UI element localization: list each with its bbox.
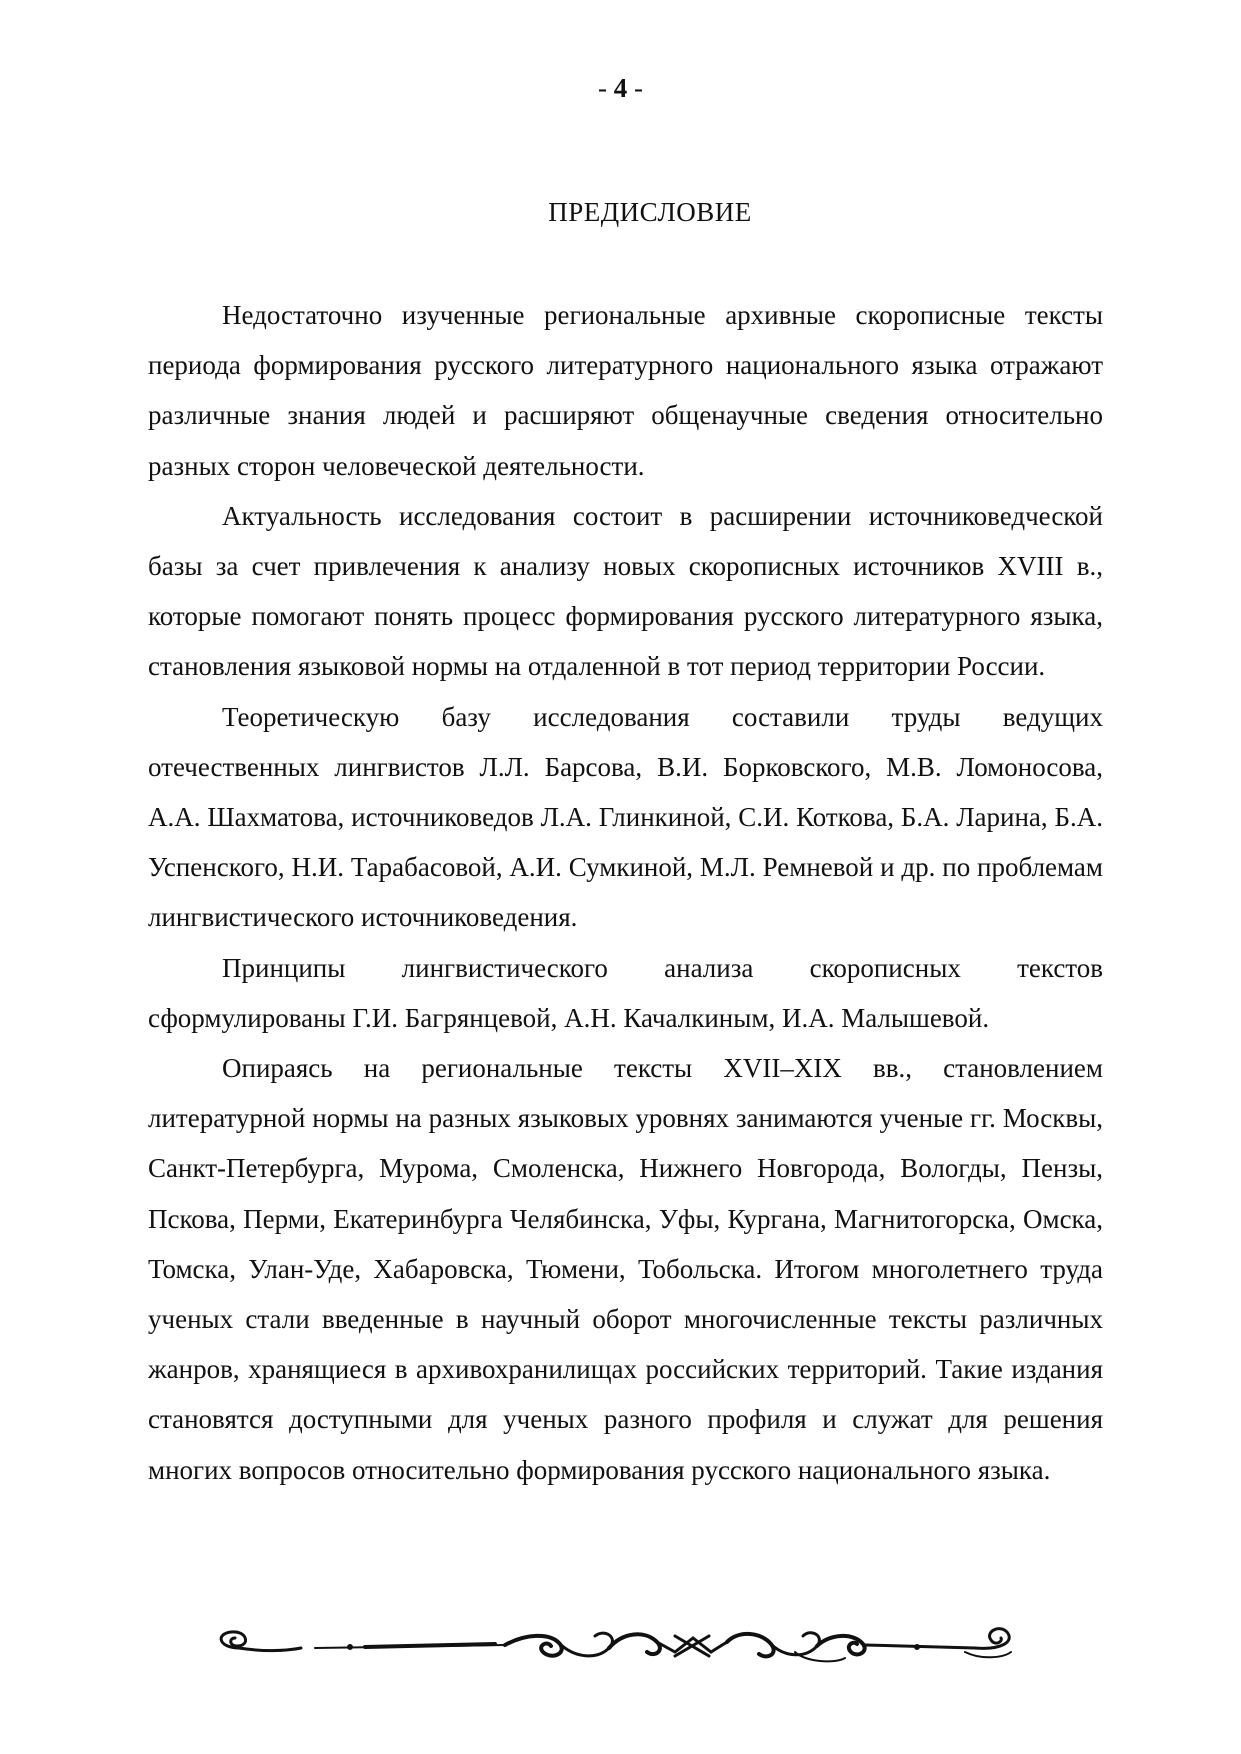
page-number-value: 4	[613, 73, 628, 103]
page-number	[0, 68, 1241, 108]
section-heading: ПРЕДИСЛОВИЕ	[548, 197, 752, 227]
page-number-prefix: -	[598, 73, 614, 103]
ornament-divider-icon	[205, 1618, 1025, 1672]
page-number-suffix: -	[627, 73, 643, 103]
paragraph-theory: Теоретическую базу исследования составили труды ведущих отечественных лингвистов Л.Л. Барсова, В.И. Борковского, М.В. Ломоносова, А.А. Шахматова, источниковедов Л.А. Глинкиной, С.И. Коткова, Б.А. Ларина, Б.А. Успенского, Н.И. Тарабасовой, А.И. Сумкиной, М.Л. Ремневой и др. по проблемам лингвистического источниковедения.	[148, 701, 1103, 933]
paragraph-intro: Недостаточно изученные региональные архивные скорописные тексты периода формирования русского литературного национального языка отражают различные знания людей и расширяют общенаучные сведения относительно разных сторон человеческой деятельности.	[148, 300, 1103, 481]
paragraph-principles: Принципы лингвистического анализа скорописных текстов сформулированы Г.И. Багрянцевой, А.Н. Качалкиным, И.А. Малышевой.	[148, 952, 1103, 1033]
paragraph-relevance: Актуальность исследования состоит в расширении источниковедческой базы за счет привлечения к анализу новых скорописных источников XVIII в., которые помогают понять процесс формирования русского литературного языка, становления языковой нормы на отдаленной в тот период территории России.	[148, 500, 1103, 682]
body-text	[148, 290, 1103, 1495]
paragraph-regional-texts: Опираясь на региональные тексты XVII–XIX вв., становлением литературной нормы на разных языковых уровнях занимаются ученые гг. Москвы, Санкт-Петербурга, Мурома, Смоленска, Нижнего Новгорода, Вологды, Пензы, Пскова, Перми, Екатеринбурга Челябинска, Уфы, Кургана, Магнитогорска, Омска, Томска, Улан-Уде, Хабаровска, Тюмени, Тобольска. Итогом многолетнего труда ученых стали введенные в научный оборот многочисленные тексты различных жанров, хранящиеся в архивохранилищах российских территорий. Такие издания становятся доступными для ученых разного профиля и служат для решения многих вопросов относительно формирования русского национального языка.	[148, 1053, 1103, 1485]
